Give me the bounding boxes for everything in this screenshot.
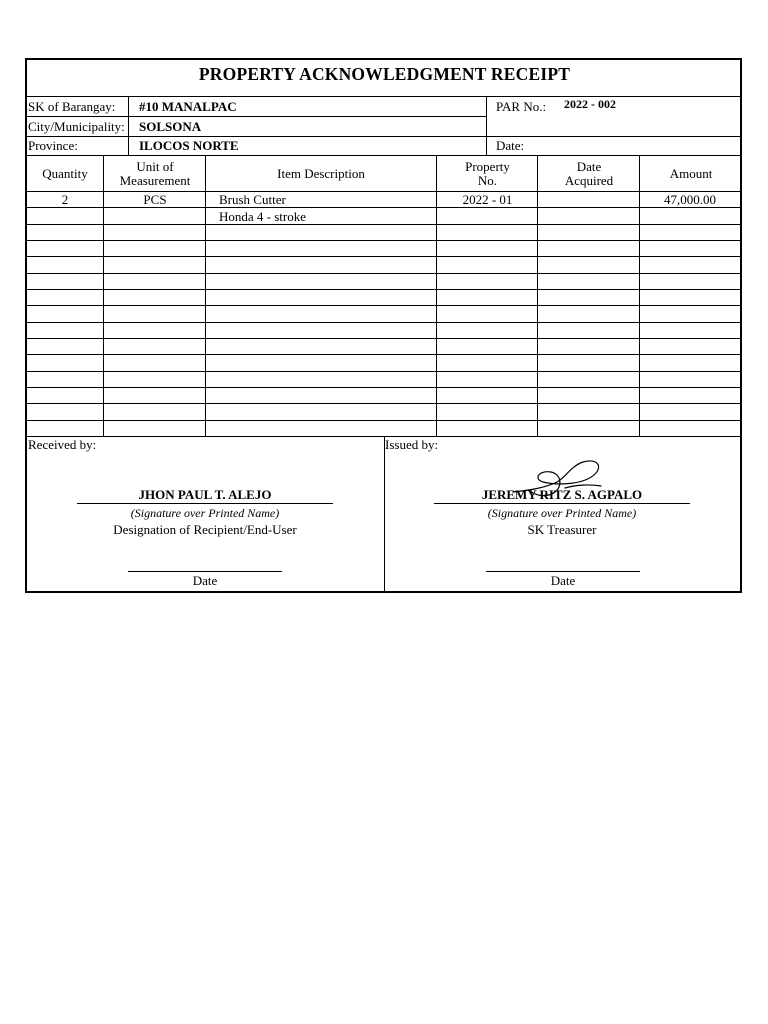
table-row-line bbox=[27, 240, 742, 241]
table-row-line bbox=[27, 207, 742, 208]
table-row-line bbox=[27, 224, 742, 225]
issuer-date-label: Date bbox=[550, 573, 576, 588]
signature-line bbox=[77, 503, 333, 504]
issuer-signature-caption: (Signature over Printed Name) bbox=[487, 506, 637, 520]
row-1-description: Brush Cutter bbox=[219, 192, 286, 207]
table-row-line bbox=[27, 403, 742, 404]
date-line bbox=[486, 571, 640, 572]
table-row-line bbox=[27, 387, 742, 388]
recipient-date-label: Date bbox=[192, 573, 218, 588]
divider bbox=[27, 116, 486, 117]
col-description-header: Item Description bbox=[277, 166, 365, 181]
barangay-value: #10 MANALPAC bbox=[139, 99, 237, 114]
form-title: PROPERTY ACKNOWLEDGMENT RECEIPT bbox=[198, 64, 571, 84]
par-label: PAR No.: bbox=[496, 99, 547, 114]
received-by-label: Received by: bbox=[28, 437, 97, 452]
date-line bbox=[128, 571, 282, 572]
table-row-line bbox=[27, 289, 742, 290]
table-row-line bbox=[27, 305, 742, 306]
par-value: 2022 - 002 bbox=[564, 97, 616, 111]
property-acknowledgment-receipt-form bbox=[25, 58, 742, 593]
divider bbox=[27, 155, 742, 156]
row-1-amount: 47,000.00 bbox=[664, 192, 716, 207]
row-2-description: Honda 4 - stroke bbox=[219, 209, 307, 224]
issuer-name: JEREMY RITZ S. AGPALO bbox=[481, 487, 643, 502]
table-row-line bbox=[27, 322, 742, 323]
table-row-line bbox=[27, 420, 742, 421]
divider bbox=[384, 436, 385, 593]
col-unit-header-line1: Unit of bbox=[136, 159, 174, 174]
recipient-signature-caption: (Signature over Printed Name) bbox=[130, 506, 280, 520]
col-property-header-line1: Property bbox=[465, 159, 510, 174]
recipient-name: JHON PAUL T. ALEJO bbox=[138, 487, 272, 502]
issuer-designation: SK Treasurer bbox=[527, 522, 597, 537]
row-1-property-no: 2022 - 01 bbox=[462, 192, 513, 207]
table-row-line bbox=[27, 338, 742, 339]
row-1-quantity: 2 bbox=[61, 192, 69, 207]
table-row-line bbox=[27, 354, 742, 355]
col-property-header-line2: No. bbox=[477, 173, 498, 188]
col-date-acquired-header-line2: Acquired bbox=[564, 173, 614, 188]
table-column-line bbox=[436, 155, 437, 436]
issued-by-label: Issued by: bbox=[385, 437, 439, 452]
recipient-designation: Designation of Recipient/End-User bbox=[113, 522, 297, 537]
table-row-line bbox=[27, 256, 742, 257]
table-column-line bbox=[639, 155, 640, 436]
col-quantity-header: Quantity bbox=[42, 166, 88, 181]
divider bbox=[27, 136, 742, 137]
col-date-acquired-header-line1: Date bbox=[576, 159, 602, 174]
table-column-line bbox=[205, 155, 206, 436]
city-label: City/Municipality: bbox=[28, 119, 125, 134]
table-column-line bbox=[103, 155, 104, 436]
col-amount-header: Amount bbox=[669, 166, 713, 181]
divider bbox=[27, 96, 742, 97]
divider bbox=[486, 96, 487, 155]
province-label: Province: bbox=[28, 138, 78, 153]
divider bbox=[128, 96, 129, 155]
signature-line bbox=[434, 503, 690, 504]
date-label: Date: bbox=[496, 138, 525, 153]
row-1-unit: PCS bbox=[143, 192, 167, 207]
table-row-line bbox=[27, 371, 742, 372]
col-unit-header-line2: Measurement bbox=[119, 173, 191, 188]
province-value: ILOCOS NORTE bbox=[139, 138, 239, 153]
barangay-label: SK of Barangay: bbox=[28, 99, 116, 114]
table-column-line bbox=[537, 155, 538, 436]
city-value: SOLSONA bbox=[139, 119, 202, 134]
table-row-line bbox=[27, 273, 742, 274]
